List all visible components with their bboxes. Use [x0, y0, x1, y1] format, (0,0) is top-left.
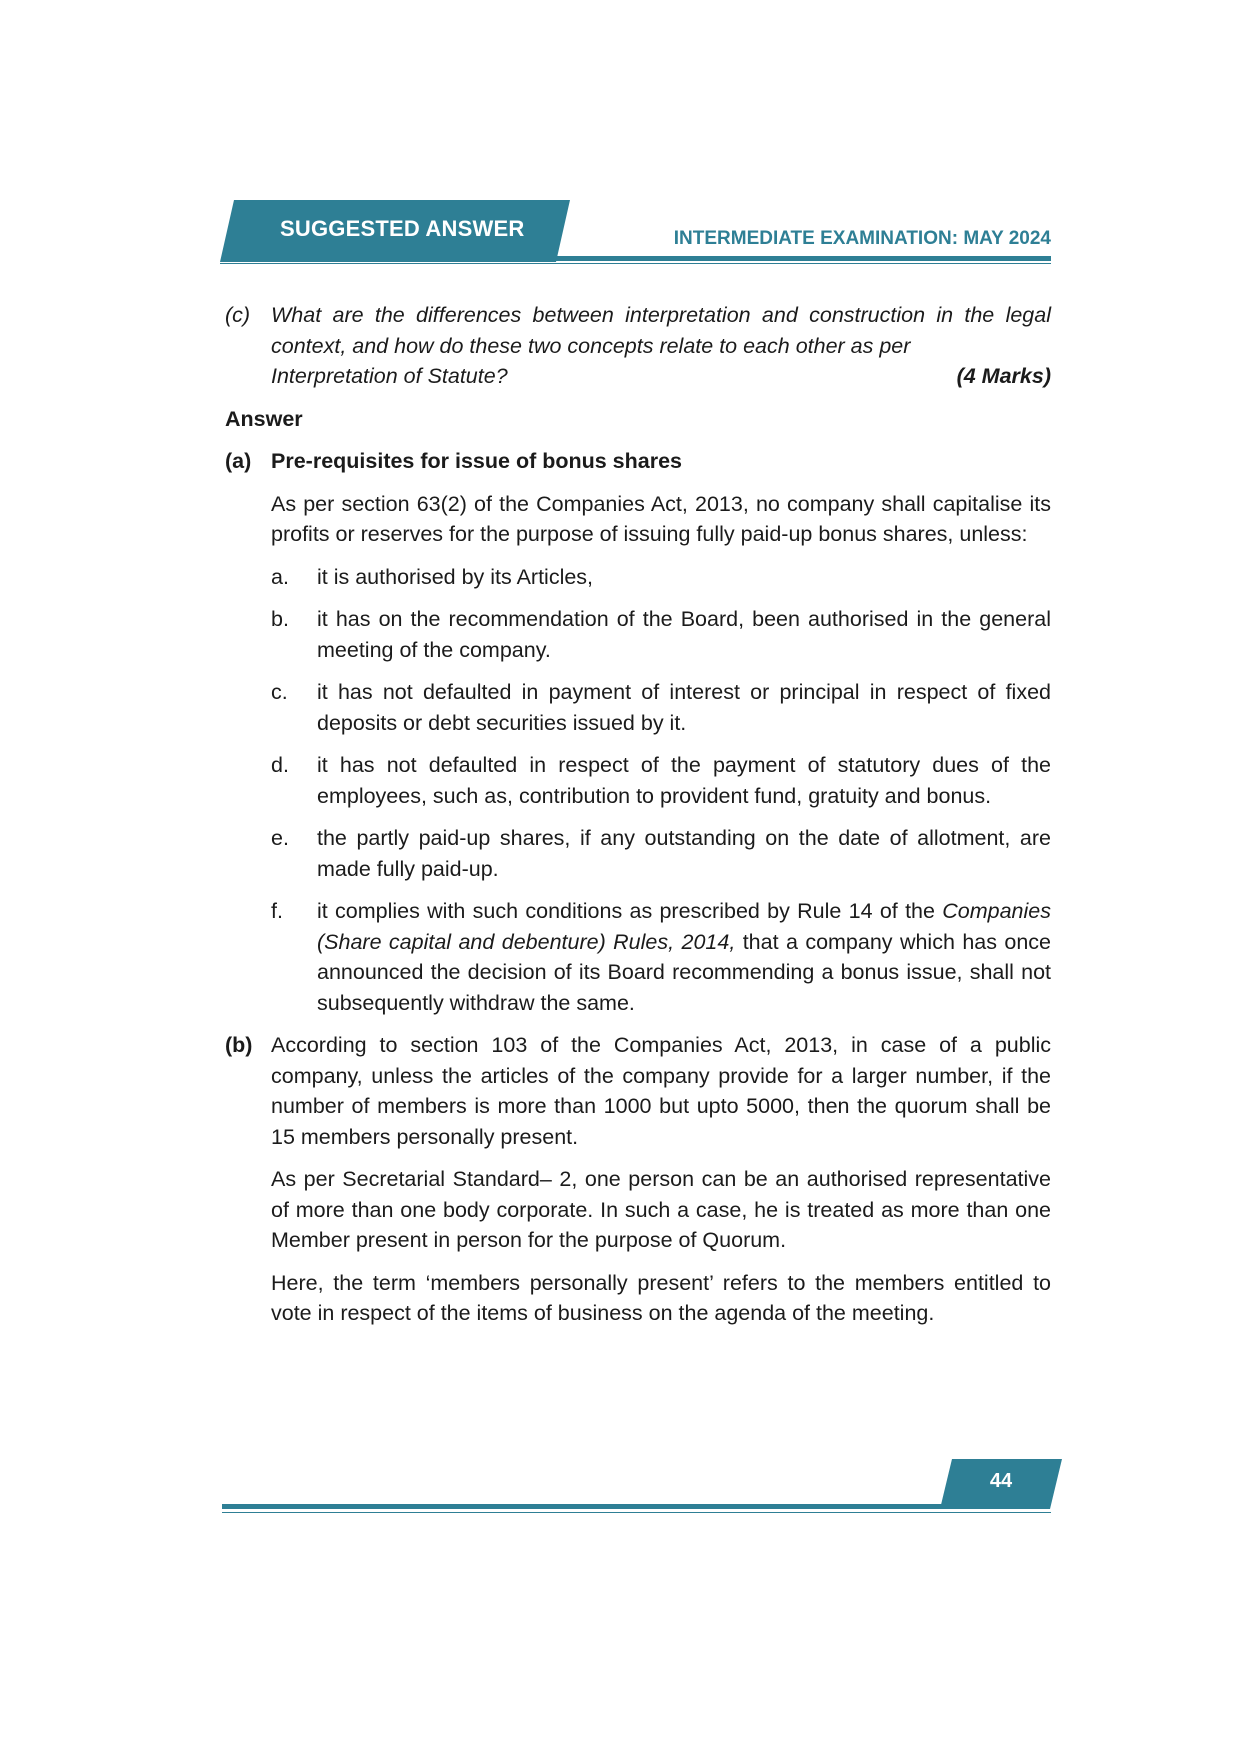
list-item-text: it has on the recommendation of the Board, been authorised in the general meeting of the company. [317, 607, 1051, 662]
list-item-label: d. [271, 753, 289, 777]
list-item [271, 823, 1051, 884]
header-tab-label: SUGGESTED ANSWER [280, 216, 525, 241]
header-rule-thick [553, 256, 1051, 261]
question-marks: (4 Marks) [956, 364, 1051, 388]
section-b-label: (b) [225, 1033, 253, 1057]
section-b-para1: According to section 103 of the Companies Act, 2013, in case of a public company, unless the articles of the company provide for a larger number, if the number of members is more than 1000 but upto 5000, then the quorum shall be 15 members personally present. [271, 1033, 1051, 1149]
list-item-text: it has not defaulted in respect of the payment of statutory dues of the employees, such as, contribution to provident fund, gratuity and bonus. [317, 753, 1051, 808]
list-item-text: it has not defaulted in payment of interest or principal in respect of fixed deposits or debt securities issued by it. [317, 680, 1051, 735]
section-a-title: Pre-requisites for issue of bonus shares [271, 449, 683, 473]
list-item-label: f. [271, 899, 283, 923]
section-a-label: (a) [225, 449, 252, 473]
question-text: What are the differences between interpretation and construction in the legal context, and how do these two concepts relate to each other as per [271, 303, 1051, 358]
list-item-label: b. [271, 607, 289, 631]
rules-citation: Companies (Share capital and debenture) Rules, 2014, [317, 899, 1051, 954]
list-item-text: it complies with such conditions as prescribed by Rule 14 of the [317, 899, 943, 923]
list-item-label: c. [271, 680, 288, 704]
footer-rule-thin [222, 1512, 1051, 1513]
list-item [271, 562, 1051, 593]
list-item [271, 750, 1051, 811]
section-b [225, 1030, 1051, 1152]
list-item-label: a. [271, 564, 289, 589]
list-item-text: the partly paid-up shares, if any outstanding on the date of allotment, are made fully paid-up. [317, 826, 1051, 881]
list-item [271, 604, 1051, 665]
section-b-para3: Here, the term ‘members personally present’ refers to the members entitled to vote in respect of the items of business on the agenda of the meeting. [271, 1270, 1051, 1325]
footer-rule-thick [222, 1504, 942, 1509]
section-a-intro: As per section 63(2) of the Companies Act, 2013, no company shall capitalise its profits or reserves for the purpose of issuing fully paid-up bonus shares, unless: [271, 491, 1051, 546]
list-item [271, 896, 1051, 1018]
list-item-label: e. [271, 826, 289, 850]
question-c [225, 300, 1051, 392]
question-text-end: Interpretation of Statute? [271, 364, 508, 388]
header-rule-thin [220, 263, 1051, 264]
section-b-para2: As per Secretarial Standard– 2, one person can be an authorised representative of more than one body corporate. In such a case, he is treated as more than one Member present in person for the purpose of Quorum. [271, 1167, 1051, 1252]
exam-title: INTERMEDIATE EXAMINATION: MAY 2024 [673, 228, 1051, 249]
section-a-heading [225, 446, 1051, 477]
answer-heading: Answer [225, 406, 303, 431]
list-item [271, 677, 1051, 738]
question-label: (c) [225, 303, 251, 327]
list-item-text: it is authorised by its Articles, [317, 564, 594, 589]
page-content [225, 300, 1051, 1329]
list-item-text-end: that a company which has once announced the decision of its Board recommending a bonus issue, shall not subsequently withdraw the same. [317, 929, 1052, 1015]
page-number: 44 [989, 1470, 1013, 1492]
